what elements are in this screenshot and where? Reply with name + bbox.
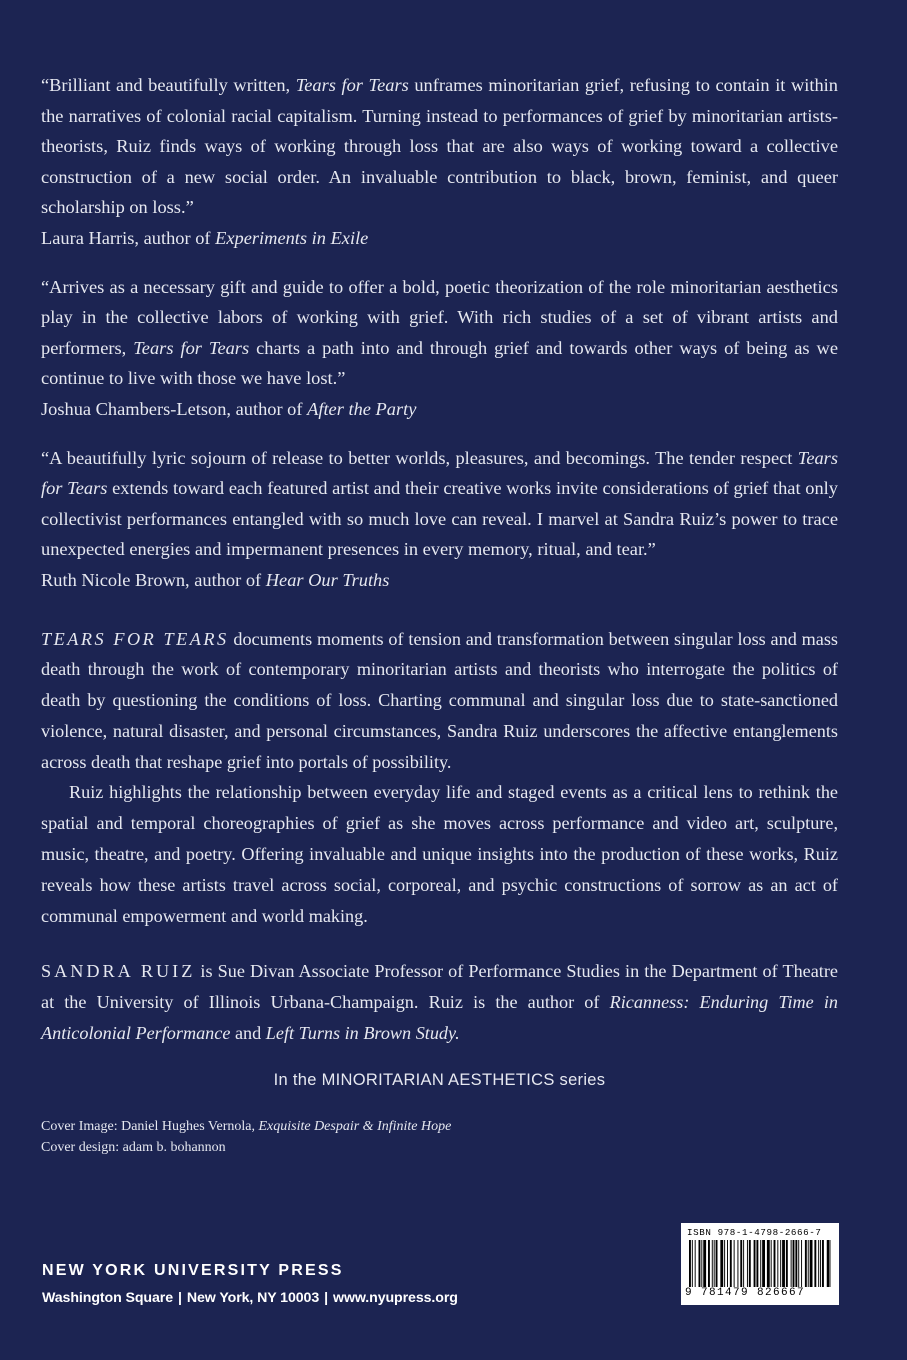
cover-credits	[41, 1116, 838, 1158]
barcode-bar	[818, 1240, 819, 1287]
barcode-bar	[737, 1240, 738, 1287]
barcode-bar	[827, 1240, 830, 1287]
barcode-bar	[714, 1240, 715, 1287]
barcode-bar	[822, 1240, 824, 1287]
blurb-1	[41, 70, 838, 254]
ean-digits: 9 781479 826667	[685, 1287, 806, 1299]
barcode-bar	[771, 1240, 772, 1287]
barcode-bar	[774, 1240, 776, 1287]
barcode-bar	[703, 1240, 706, 1287]
barcode-bar	[820, 1240, 821, 1287]
barcode-bar	[791, 1240, 792, 1287]
cover-image-credit: Cover Image: Daniel Hughes Vernola, Exquisite Despair & Infinite Hope	[41, 1118, 452, 1134]
barcode-bars	[689, 1240, 831, 1287]
barcode-bar	[692, 1240, 693, 1287]
author-bio-text: SANDRA RUIZ is Sue Divan Associate Professor of Performance Studies in the Department of Theatre at the University of Illinois Urbana-Champaign. Ruiz is the author of Ricanness: Enduring Time in Anticolonial Performance and Left Turns in Brown Study.	[41, 961, 839, 1044]
barcode-bar	[730, 1240, 732, 1287]
author-bio	[41, 956, 838, 1048]
barcode-bar	[701, 1240, 702, 1287]
barcode-bar	[712, 1240, 713, 1287]
barcode-bar	[724, 1240, 725, 1287]
barcode-bar	[793, 1240, 795, 1287]
blurb-3	[41, 443, 838, 596]
barcode-bar	[780, 1240, 781, 1287]
publisher-address: Washington Square | New York, NY 10003 | www.nyupress.org	[42, 1290, 458, 1306]
book-description	[41, 624, 838, 932]
barcode-bar	[762, 1240, 765, 1287]
series-line: In the MINORITARIAN AESTHETICS series	[273, 1070, 606, 1089]
barcode-bar	[747, 1240, 748, 1287]
barcode-bar	[740, 1240, 742, 1287]
barcode-bar	[786, 1240, 788, 1287]
blurb-2-text: “Arrives as a necessary gift and guide to offer a bold, poetic theorization of the role minoritarian aesthetics play in the collective labors of working with grief. With rich studies of a set of vibrant artists and performers, Tears for Tears charts a path into and through grief and towards other ways of being as we continue to live with those we have lost.”	[41, 276, 838, 389]
barcode-bar	[777, 1240, 778, 1287]
barcode-bar	[801, 1240, 802, 1287]
blurb-3-attribution: Ruth Nicole Brown, author of Hear Our Truths	[41, 569, 390, 590]
barcode-bar	[734, 1240, 735, 1287]
book-title-caps: TEARS FOR TEARS	[41, 628, 229, 649]
barcode-bar	[749, 1240, 751, 1287]
barcode-bar	[782, 1240, 785, 1287]
description-paragraph-1: TEARS FOR TEARS documents moments of tension and transformation between singular loss and mass death through the work of contemporary minoritarian artists and theorists who interrogate the politics of death by questioning the conditions of loss. Charting communal and singular loss due to state-sanctioned violence, natural disaster, and personal circumstances, Sandra Ruiz underscores the affective entanglements across death that reshape grief into portals of possibility.	[41, 628, 838, 772]
barcode-bar	[743, 1240, 744, 1287]
barcode-bar	[760, 1240, 761, 1287]
blurb-2-attribution: Joshua Chambers-Letson, author of After the Party	[41, 398, 417, 419]
description-paragraph-2: Ruiz highlights the relationship between everyday life and staged events as a critical lens to rethink the spatial and temporal choreographies of grief as she moves across performance and video art, sculpture, music, theatre, and poetry. Offering invaluable and unique insights into the production of these works, Ruiz reveals how these artists travel across social, corporeal, and psychic constructions of sorrow as an act of communal empowerment and world making.	[41, 782, 838, 926]
barcode-bar	[756, 1240, 758, 1287]
barcode-bar	[708, 1240, 710, 1287]
publisher-block	[42, 1262, 458, 1306]
isbn-barcode	[681, 1223, 839, 1305]
barcode-bar	[720, 1240, 723, 1287]
barcode-bar	[727, 1240, 728, 1287]
barcode-bar	[795, 1240, 797, 1287]
barcode-bar	[695, 1240, 696, 1287]
barcode-bar	[805, 1240, 807, 1287]
author-name: SANDRA RUIZ	[41, 961, 196, 982]
barcode-bar	[810, 1240, 813, 1287]
barcode-bar	[689, 1240, 691, 1287]
barcode-bar	[808, 1240, 809, 1287]
cover-design-credit: Cover design: adam b. bohannon	[41, 1139, 226, 1155]
blurb-1-attribution: Laura Harris, author of Experiments in Exile	[41, 227, 369, 248]
blurb-2	[41, 272, 838, 425]
barcode-bar	[767, 1240, 770, 1287]
barcode-bar	[754, 1240, 756, 1287]
isbn-number: ISBN 978-1-4798-2666-7	[687, 1227, 822, 1238]
back-cover-content	[41, 70, 838, 1158]
barcode-bar	[798, 1240, 799, 1287]
blurb-1-text: “Brilliant and beautifully written, Tears for Tears unframes minoritarian grief, refusing to contain it within the narratives of colonial racial capitalism. Turning instead to performances of grief by minoritarian artists-theorists, Ruiz finds ways of working through loss that are also ways of working toward a collective construction of a new social order. An invaluable contribution to black, brown, feminist, and queer scholarship on loss.”	[41, 75, 838, 218]
barcode-bar	[814, 1240, 816, 1287]
blurb-3-text: “A beautifully lyric sojourn of release to better worlds, pleasures, and becomings. The tender respect Tears for Tears extends toward each featured artist and their creative works invite considerations of grief that only collectivist performances entangled with so much love can reveal. I marvel at Sandra Ruiz’s power to trace unexpected energies and impermanent presences in every memory, ritual, and tear.”	[41, 447, 838, 560]
barcode-bar	[699, 1240, 701, 1287]
publisher-website: www.nyupress.org	[333, 1290, 458, 1306]
publisher-name: NEW YORK UNIVERSITY PRESS	[42, 1262, 344, 1279]
barcode-bar	[716, 1240, 718, 1287]
